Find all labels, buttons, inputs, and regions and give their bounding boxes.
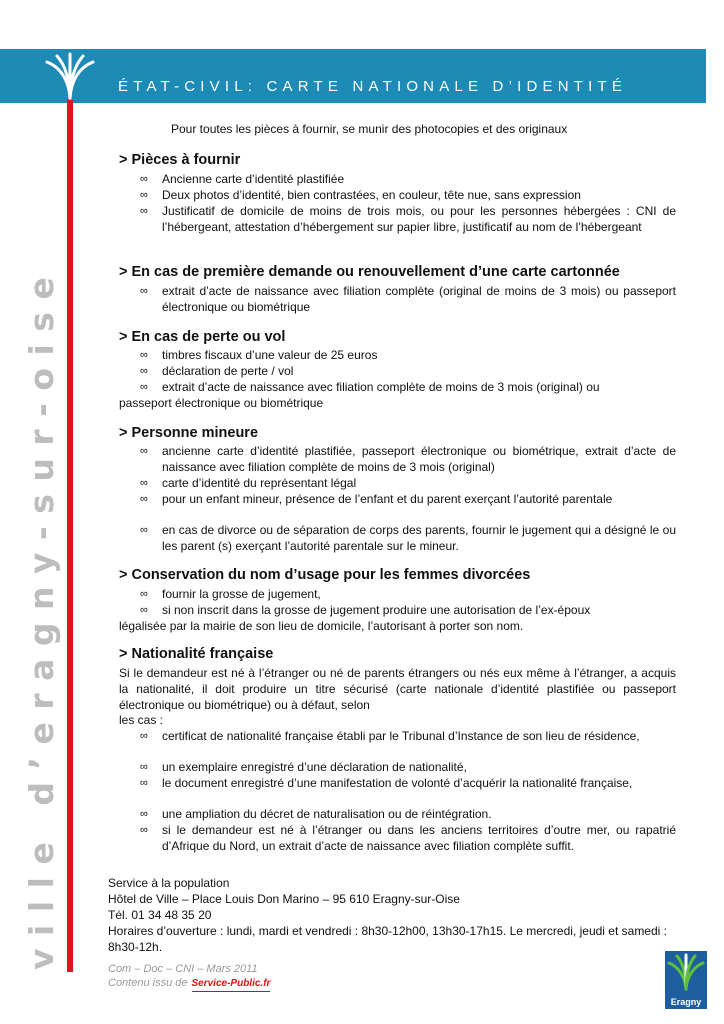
service-public-logo[interactable]: Service-Public.fr (192, 977, 271, 992)
page-title: ÉTAT-CIVIL: CARTE NATIONALE D’IDENTITÉ (118, 78, 628, 95)
list-item: ∞ pour un enfant mineur, présence de l’enfant et du parent exerçant l’autorité parentale (162, 491, 676, 507)
source-label: Contenu issu de (108, 977, 188, 989)
list-item: ∞ en cas de divorce ou de séparation de corps des parents, fournir le jugement qui a désigné le ou les parent (s) exerçant l’autorité parentale sur le mineur. (162, 522, 676, 554)
list-item: ∞ extrait d’acte de naissance avec filiation complète (original de moins de 3 mois) ou passeport électronique ou biométrique (162, 283, 676, 315)
list-item: ∞ si non inscrit dans la grosse de jugement produire une autorisation de l’ex-époux (162, 602, 676, 618)
section-title-conservation: > Conservation du nom d’usage pour les femmes divorcées (119, 567, 531, 583)
cases-label: les cas : (119, 713, 164, 727)
service-name: Service à la population (108, 876, 230, 890)
opening-hours: Horaires d’ouverture : lundi, mardi et vendredi : 8h30-12h00, 13h30-17h15. Le mercredi, jeudi et samedi : 8h30-12h. (108, 924, 667, 954)
list-item: ∞ le document enregistré d’une manifestation de volonté d’acquérir la nationalité française, (162, 775, 676, 791)
list-item: ∞ timbres fiscaux d’une valeur de 25 euros (162, 347, 676, 363)
list-continuation: légalisée par la mairie de son lieu de domicile, l’autorisant à porter son nom. (119, 619, 524, 633)
side-accent-bar (67, 100, 73, 972)
list-item: ∞ carte d’identité du représentant légal (162, 475, 676, 491)
section-title-premiere: > En cas de première demande ou renouvellement d’une carte cartonnée (119, 264, 620, 280)
credits (108, 962, 270, 992)
intro-text: Pour toutes les pièces à fournir, se munir des photocopies et des originaux (171, 122, 568, 136)
section-title-perte: > En cas de perte ou vol (119, 329, 286, 345)
list-item: ∞ Ancienne carte d’identité plastifiée (162, 171, 676, 187)
list-item: ∞ extrait d’acte de naissance avec filiation complète de moins de 3 mois (original) ou (162, 379, 676, 395)
list-item: ∞ si le demandeur est né à l’étranger ou dans les anciens territoires d’outre mer, ou rapatrié d’Afrique du Nord, un extrait d’acte de naissance avec filiation complète suffit. (162, 822, 676, 854)
list-item: ∞ déclaration de perte / vol (162, 363, 676, 379)
address: Hôtel de Ville – Place Louis Don Marino – 95 610 Eragny-sur-Oise (108, 892, 460, 906)
list-item: ∞ fournir la grosse de jugement, (162, 586, 676, 602)
eragny-logo (665, 951, 707, 1009)
list-item: ∞ ancienne carte d’identité plastifiée, passeport électronique ou biométrique, extrait d’acte de naissance avec filiation complète de moins de 3 mois (original) (162, 443, 676, 475)
palm-icon (665, 951, 707, 991)
side-city-name: ville d’eragny-sur-oise (22, 264, 61, 970)
section-title-mineure: > Personne mineure (119, 425, 259, 441)
section-title-pieces: > Pièces à fournir (119, 152, 241, 168)
eragny-logo-text: Eragny (670, 997, 702, 1007)
list-item: ∞ un exemplaire enregistré d’une déclaration de nationalité, (162, 759, 676, 775)
phone: Tél. 01 34 48 35 20 (108, 908, 212, 922)
list-item: ∞ Deux photos d’identité, bien contrastées, en couleur, tête nue, sans expression (162, 187, 676, 203)
nationalite-paragraph: Si le demandeur est né à l’étranger ou né de parents étrangers ou nés eux même à l’étranger, a acquis la nationalité, il doit produire un titre sécurisé (carte nationale d’identité plastifiée ou passeport électronique ou biométrique) ou à défaut, selon (119, 666, 676, 712)
list-item: ∞ une ampliation du décret de naturalisation ou de réintégration. (162, 806, 676, 822)
credit-line: Com – Doc – CNI – Mars 2011 (108, 963, 258, 975)
contact-footer (108, 875, 668, 955)
list-item: ∞ Justificatif de domicile de moins de trois mois, ou pour les personnes hébergées : CNI de l’hébergeant, attestation d’hébergement sur papier libre, justificatif au nom de l’hébergeant (162, 203, 676, 235)
list-continuation: passeport électronique ou biométrique (119, 396, 324, 410)
list-item: ∞ certificat de nationalité française établi par le Tribunal d’Instance de son lieu de résidence, (162, 728, 676, 744)
city-emblem-icon (42, 52, 98, 100)
section-title-nationalite: > Nationalité française (119, 646, 274, 662)
